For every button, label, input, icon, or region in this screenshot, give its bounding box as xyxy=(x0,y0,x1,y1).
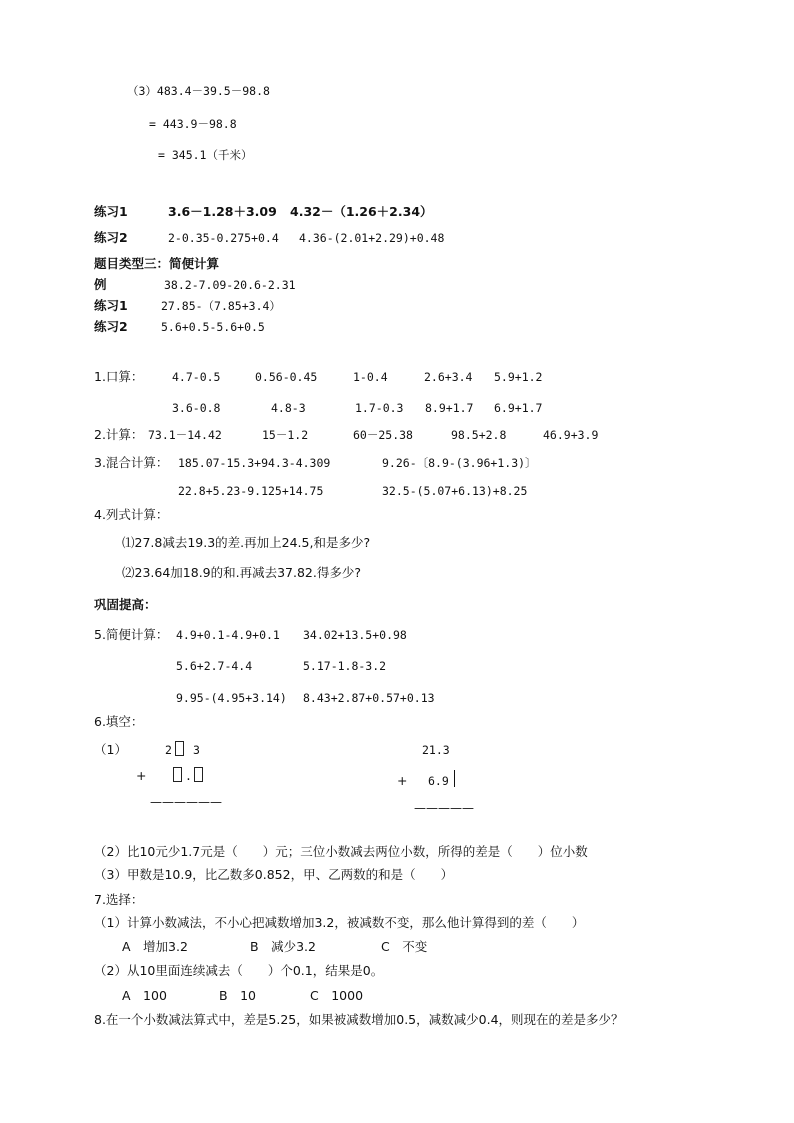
q6-right-plus: + xyxy=(397,773,408,788)
q2-item: 15－1.2 xyxy=(262,428,309,442)
q2-item: 60－25.38 xyxy=(353,428,413,442)
q8-text: 8.在一个小数减法算式中，差是5.25，如果被减数增加0.5，减数减少0.4，则现在的差是多少？ xyxy=(94,1012,624,1027)
practice1-expr-a: 3.6－1.28＋3.09 xyxy=(168,204,277,219)
q1-item: 4.7-0.5 xyxy=(172,370,221,384)
q1-item: 8.9+1.7 xyxy=(425,401,474,415)
q7-sub2-option: B 10 xyxy=(219,988,256,1003)
q5-expr: 34.02+13.5+0.98 xyxy=(303,628,407,642)
q6-left-plus: + xyxy=(136,768,147,783)
q1-item: 4.8-3 xyxy=(271,401,306,415)
q5-expr: 4.9+0.1-4.9+0.1 xyxy=(176,628,280,642)
q4-sub2: ⑵23.64加18.9的和.再减去37.82.得多少? xyxy=(122,565,361,580)
example3-line1: （3）483.4－39.5－98.8 xyxy=(127,84,270,98)
q6-left-top-digit-b: 3 xyxy=(193,743,200,757)
q1-item: 3.6-0.8 xyxy=(172,401,221,415)
q1-item: 0.56-0.45 xyxy=(255,370,318,384)
q6-label: 6.填空： xyxy=(94,714,144,729)
type3-practice1-label: 练习1 xyxy=(94,298,128,313)
q3-expr-a: 185.07-15.3+94.3-4.309 xyxy=(178,456,331,470)
practice2-label: 练习2 xyxy=(94,230,128,245)
text-cursor xyxy=(454,770,455,787)
q1-label: 1.口算： xyxy=(94,369,144,384)
q7-sub1: （1）计算小数减法，不小心把减数增加3.2，被减数不变，那么他计算得到的差（ ） xyxy=(94,915,585,930)
q6-left-top-digit-a: 2 xyxy=(165,743,172,757)
blank-box[interactable] xyxy=(173,767,182,782)
q1-item: 1.7-0.3 xyxy=(355,401,404,415)
practice1-expr-b: 4.32－（1.26＋2.34） xyxy=(290,204,433,219)
consolidate-heading: 巩固提高： xyxy=(94,597,157,612)
q7-label: 7.选择： xyxy=(94,892,144,907)
type3-practice1: 27.85-（7.85+3.4） xyxy=(161,299,281,313)
type3-example-label: 例 xyxy=(94,277,107,292)
q5-expr: 5.17-1.8-3.2 xyxy=(303,659,387,673)
q6-sub3: （3）甲数是10.9，比乙数多0.852，甲、乙两数的和是（ ） xyxy=(94,867,454,882)
q7-sub1-option: B 减少3.2 xyxy=(250,939,316,954)
q4-label: 4.列式计算： xyxy=(94,507,169,522)
example3-line2: = 443.9－98.8 xyxy=(149,117,237,131)
q7-sub2: （2）从10里面连续减去（ ）个0.1，结果是0。 xyxy=(94,963,384,978)
blank-box[interactable] xyxy=(175,741,184,756)
q1-item: 6.9+1.7 xyxy=(494,401,543,415)
q1-item: 1-0.4 xyxy=(353,370,388,384)
q3-expr-c: 22.8+5.23-9.125+14.75 xyxy=(178,484,324,498)
q1-item: 5.9+1.2 xyxy=(494,370,543,384)
q4-sub1: ⑴27.8减去19.3的差.再加上24.5,和是多少? xyxy=(122,535,371,550)
q5-expr: 5.6+2.7-4.4 xyxy=(176,659,253,673)
q3-expr-d: 32.5-(5.07+6.13)+8.25 xyxy=(382,484,528,498)
practice1-label: 练习1 xyxy=(94,204,128,219)
type3-practice2: 5.6+0.5-5.6+0.5 xyxy=(161,320,265,334)
q1-item: 2.6+3.4 xyxy=(424,370,473,384)
q6-sub2: （2）比10元少1.7元是（ ）元；三位小数减去两位小数，所得的差是（ ）位小数 xyxy=(94,844,588,859)
q7-sub1-option: A 增加3.2 xyxy=(122,939,188,954)
q2-item: 46.9+3.9 xyxy=(543,428,599,442)
practice2-expr-b: 4.36-(2.01+2.29)+0.48 xyxy=(299,231,445,245)
q2-item: 98.5+2.8 xyxy=(451,428,507,442)
q3-label: 3.混合计算： xyxy=(94,455,169,470)
type3-heading: 题目类型三：简便计算 xyxy=(94,256,220,271)
q7-sub2-option: C 1000 xyxy=(310,988,364,1003)
q7-sub1-option: C 不变 xyxy=(381,939,428,954)
q5-label: 5.简便计算： xyxy=(94,627,169,642)
q3-expr-b: 9.26-〔8.9-(3.96+1.3)〕 xyxy=(382,456,537,470)
example3-line3: = 345.1（千米） xyxy=(158,148,253,162)
practice2-expr-a: 2-0.35-0.275+0.4 xyxy=(168,231,279,245)
q6-left-dot: . xyxy=(185,769,192,783)
q6-right-top: 21.3 xyxy=(422,743,450,757)
q7-sub2-option: A 100 xyxy=(122,988,167,1003)
q6-sub1-label: （1） xyxy=(94,742,127,757)
q5-expr: 9.95-(4.95+3.14) xyxy=(176,691,287,705)
q5-expr: 8.43+2.87+0.57+0.13 xyxy=(303,691,435,705)
type3-example: 38.2-7.09-20.6-2.31 xyxy=(164,278,296,292)
blank-box[interactable] xyxy=(194,767,203,782)
type3-practice2-label: 练习2 xyxy=(94,319,128,334)
q2-item: 73.1－14.42 xyxy=(148,428,222,442)
q6-right-bottom: 6.9 xyxy=(428,774,449,788)
q2-label: 2.计算： xyxy=(94,427,144,442)
q6-right-sum-line: ————— xyxy=(414,801,474,815)
q6-left-sum-line: —————— xyxy=(150,795,222,809)
